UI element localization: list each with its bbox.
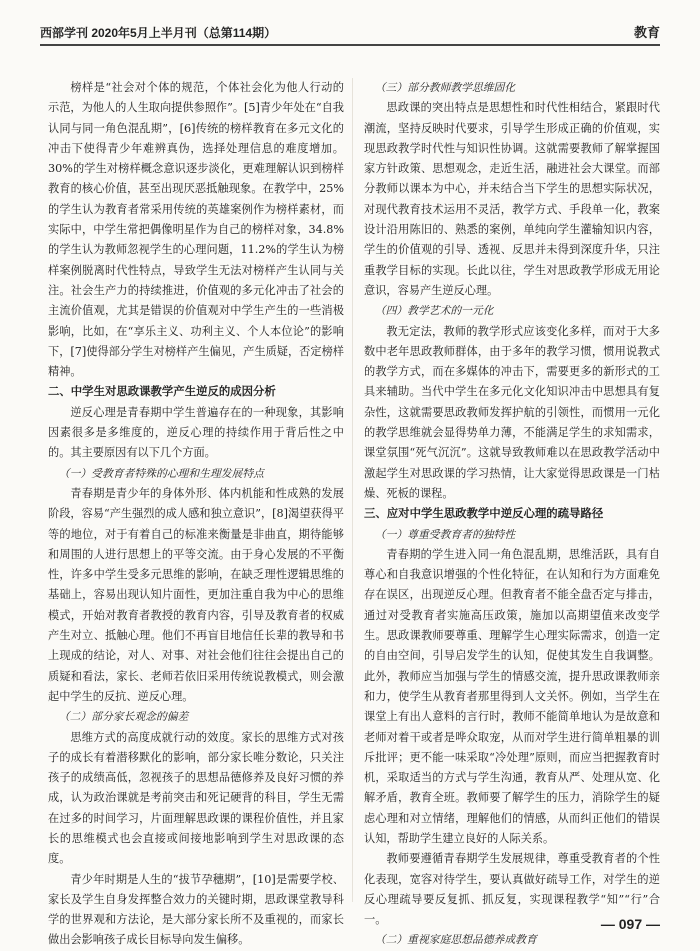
paragraph: 逆反心理是青春期中学生普遍存在的一种现象，其影响因素很多是多维度的，逆反心理的持续作用于背后性之中的。其主要原因有以下几个方面。 xyxy=(48,405,344,460)
paragraph: 青春期是青少年的身体外形、体内机能和性成熟的发展阶段，容易“产生强烈的成人感和独立意识”，[8]渴望获得平等的地位，对于有着自己的标准来衡量是非曲直，期待能够和周围的人进行思想上的平等交流。由于身心发展的不平衡性，许多中学生受多元思维的影响，在缺乏理性逻辑思维的基础上，容易出现认知片面性，更加注重自我为中心的思维模式，开始对教育者教授的教育内容，引导及教育者的权威产生对立、抵触心理。他们不再盲目地信任长辈的教导和书上现成的结论，对人、对事、对社会他们往往会提出自己的质疑和看法，家长、老师若依旧采用传统说教模式，则会激起中学生的反抗、逆反心理。 xyxy=(48,486,344,703)
subsection-heading: （二）部分家长观念的偏差 xyxy=(58,710,189,724)
header-rule xyxy=(40,44,660,46)
subsection-heading: （四）教学艺术的一元化 xyxy=(374,304,494,318)
page-header xyxy=(40,22,660,44)
paragraph: 教师要遵循青春期学生发展规律，尊重受教育者的个性化表现，宽容对待学生，要认真做好疏导工作，对学生的逆反心理疏导要反复抓、抓反复，实现课程教学“知”“行”合一。 xyxy=(364,852,660,927)
column-divider xyxy=(352,78,353,902)
subsection-heading: （三）部分教师教学思维固化 xyxy=(374,81,516,94)
section-label: 教育 xyxy=(633,25,660,40)
paragraph: 榜样是“社会对个体的规范，个体社会化为他人行动的示范，为他人的人生取向提供参照作”。[5]青少年处在“自我认同与同一角色混乱期”，[6]传统的榜样教育在多元文化的冲击下使得青少年难辨真伪，选择处理信息的难度增加。30%的学生对榜样概念意识逐步淡化，更难理解认识到榜样教育的核心价值，甚至出现厌恶抵触现象。在教学中，25%的学生认为教育者常采用传统的英雄案例作为榜样素材，而实际中，中学生常把偶像明星作为自己的榜样对象，34.8%的学生认为教师忽视学生的心理问题，11.2%的学生认为榜样案例脱离时代性特点，导致学生无法对榜样产生认同与关注。社会生产力的持续推进，价值观的多元化冲击了社会的主流价值观，尤其是错误的价值观对中学生产生的一些消极影响，比如，在“享乐主义、功利主义、个人本位论”的影响下，[7]使得部分学生对榜样产生偏见，产生质疑，否定榜样精神。 xyxy=(48,81,344,379)
right-column xyxy=(364,78,660,951)
section-heading: 二、中学生对思政课教学产生逆反的成因分析 xyxy=(48,386,276,399)
journal-title: 西部学刊 2020年5月上半月刊（总第114期） xyxy=(40,26,277,40)
subsection-heading: （一）尊重受教育者的独特性 xyxy=(374,527,516,541)
paragraph: 青春期的学生进入同一角色混乱期，思维活跃，具有自尊心和自我意识增强的个性化特征，在认知和行为方面难免存在误区，出现逆反心理。但教育者不能全盘否定与排击，通过对受教育者实施高压政策，施加以高期望值来改变学生。思政课教师要尊重、理解学生心理实际需求，创造一定的自由空间，引导启发学生的认知，促使其发生自我调整。此外，教师应当加强与学生的情感交流，提升思政课教师亲和力，使学生从教育者那里得到人文关怀。例如，当学生在课堂上有出人意料的言行时，教师不能简单地认为是故意和老师对着干或者是哗众取宠，从而对学生进行简单粗暴的训斥批评；更不能一味采取“冷处理”原则，而应当把握教育时机，采取适当的方式与学生沟通，教育从严、处理从宽、化解矛盾，教育全班。教师要了解学生的压力，消除学生的疑虑心理和对立情绪，理解他们的情感，从而纠正他们的错误认知，帮助学生建立良好的人际关系。 xyxy=(364,547,660,845)
subsection-heading: （一）受教育者特殊的心理和生理发展特点 xyxy=(58,466,264,480)
section-heading: 三、应对中学生思政教学中逆反心理的疏导路径 xyxy=(364,508,604,521)
paragraph: 教无定法，教师的教学形式应该变化多样，而对于大多数中老年思政教师群体，由于多年的教学习惯，惯用说教式的教学方式，而在多媒体的冲击下，需要更多的新形式的工具来辅助。当代中学生在多元化文化知识冲击中思想具有复杂性，这就需要思政教师发挥护航的引领性，而惯用一元化的教学思维就会显得势单力薄，不能满足学生的求知需求，课堂氛围“死气沉沉”。这就导致教师难以在思政教学活动中激起学生对思政课的学习热情，让大家觉得思政课是一门枯燥、死板的课程。 xyxy=(364,324,660,500)
paragraph: 青少年时期是人生的“拔节孕穗期”，[10]是需要学校、家长及学生自身发挥整合效力的关键时期，思政课堂教导科学的世界观和方法论，是大部分家长所不及重视的，而家长做出会影响孩子成长目标导向发生偏移。 xyxy=(48,872,344,947)
subsection-heading: （二）重视家庭思想品德养成教育 xyxy=(374,933,537,947)
left-column xyxy=(48,78,344,951)
paragraph: 思维方式的高度成就行动的效度。家长的思维方式对孩子的成长有着潜移默化的影响，部分家长唯分数论，只关注孩子的成绩高低，忽视孩子的思想品德修养及良好习惯的养成，认为政治课就是考前突击和死记硬背的科目，学生无需在过多的时间学习，片面理解思政课的课程价值性，并且家长的思维模式也会直接或间接地影响到学生对思政课的态度。 xyxy=(48,730,344,866)
paragraph: 思政课的突出特点是思想性和时代性相结合，紧跟时代潮流，坚持反映时代要求，引导学生形成正确的价值观，实现思政教学时代性与知识性协调。这就需要教师了解掌握国家方针政策、思想观念，走近生活，融进社会大课堂。而部分教师以课本为中心，并未结合当下学生的思想实际状况，对现代教育技术运用不灵活，教学方式、手段单一化，教案设计沿用陈旧的、熟悉的案例，单纯向学生灌输知识内容，学生的价值观的引导、透视、反思并未得到深度升华，只注重教学目标的实现。长此以往，学生对思政教学形成无用论意识，容易产生逆反心理。 xyxy=(364,101,660,297)
page-number: — 097 — xyxy=(600,916,660,932)
